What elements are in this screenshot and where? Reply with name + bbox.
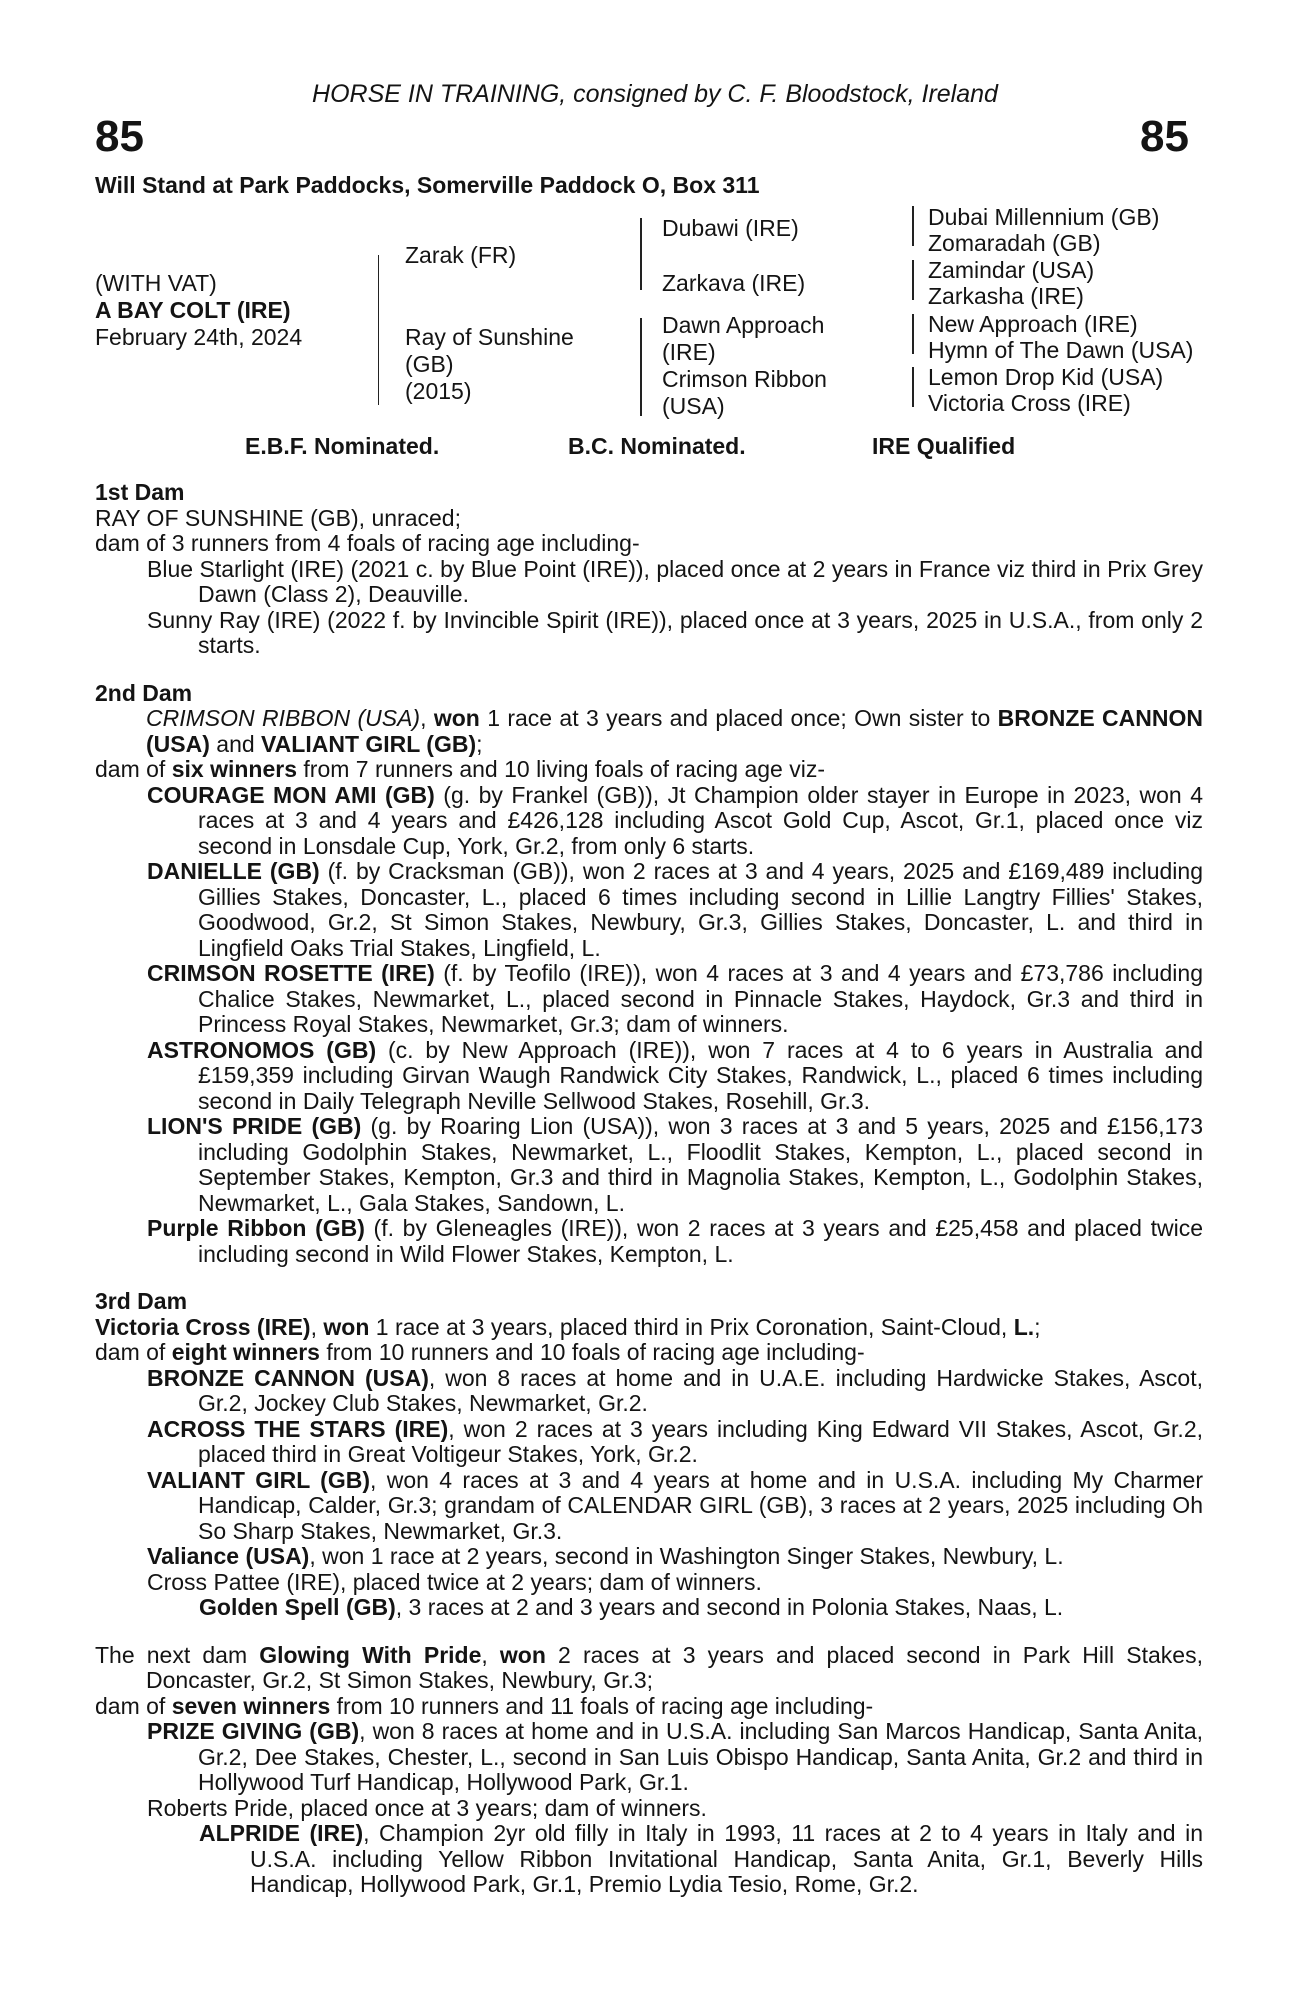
lot-number-left: 85 — [95, 112, 144, 161]
dam4-dam-of: dam of seven winners from 10 runners and 11 foals of racing age including- — [95, 1692, 874, 1719]
gen3-brace-3 — [912, 314, 914, 354]
dam1-line1: RAY OF SUNSHINE (GB), unraced; — [95, 504, 461, 531]
dam2-intro: CRIMSON RIBBON (USA), won 1 race at 3 years and placed once; Own sister to BRONZE CANNON (USA) and VALIANT GIRL (GB); — [146, 705, 1203, 757]
pedigree-sdd: Zarkasha (IRE) — [928, 283, 1084, 309]
vat-note: (WITH VAT) — [95, 270, 217, 296]
dam3-progeny-1: BRONZE CANNON (USA), won 8 races at home and in U.A.E. including Hardwicke Stakes, Ascot, Gr.2, Jockey Club Stakes, Newmarket, Gr.2. — [147, 1364, 1203, 1416]
pedigree-ddd: Victoria Cross (IRE) — [928, 390, 1131, 416]
dam2-progeny-2: DANIELLE (GB) (f. by Cracksman (GB)), won 2 races at 3 and 4 years, 2025 and £169,489 including Gillies Stakes, Doncaster, L., placed 6 times including second in Lillie Langtry Fillies' Stakes, Goodwood, Gr.2, St Simon Stakes, Newbury, Gr.3, Gillies Stakes, Doncaster, L. and third in Lingfield Oaks Trial Stakes, Lingfield, L. — [147, 858, 1203, 961]
pedigree-sire-sire: Dubawi (IRE) — [662, 215, 799, 241]
family-details — [95, 480, 1203, 1898]
dam1-heading: 1st Dam — [95, 479, 185, 505]
dam3-progeny-4: Valiance (USA), won 1 race at 2 years, second in Washington Singer Stakes, Newbury, L. — [147, 1543, 1064, 1569]
ire-qualified: IRE Qualified — [872, 433, 1016, 459]
sire-brace — [640, 218, 642, 290]
dam2-progeny-6: Purple Ribbon (GB) (f. by Gleneagles (IRE)), won 2 races at 3 years and £25,458 and placed twice including second in Wild Flower Stakes, Kempton, L. — [147, 1215, 1203, 1267]
pedigree-sss: Dubai Millennium (GB) — [928, 204, 1160, 230]
pedigree-dam-dam-l1: Crimson Ribbon — [662, 366, 827, 392]
pedigree-ssd: Zomaradah (GB) — [928, 230, 1101, 256]
pedigree-sds: Zamindar (USA) — [928, 257, 1095, 283]
pedigree-dam-line3: (2015) — [405, 378, 472, 404]
gen3-brace-1 — [912, 206, 914, 246]
pedigree-dam-sire-l2: (IRE) — [662, 339, 716, 365]
dam3-intro: Victoria Cross (IRE), won 1 race at 3 years, placed third in Prix Coronation, Saint-Cloud, L.; — [95, 1313, 1041, 1340]
dam2-progeny-4: ASTRONOMOS (GB) (c. by New Approach (IRE)), won 7 races at 4 to 6 years in Australia and £159,359 including Girvan Waugh Randwick City Stakes, Randwick, L., placed 6 times including second in Daily Telegraph Neville Sellwood Stakes, Rosehill, Gr.3. — [147, 1036, 1203, 1114]
dam3-dam-of: dam of eight winners from 10 runners and 10 foals of racing age including- — [95, 1339, 865, 1365]
pedigree-dsd: Hymn of The Dawn (USA) — [928, 337, 1194, 363]
dam2-progeny-5: LION'S PRIDE (GB) (g. by Roaring Lion (USA)), won 3 races at 3 and 5 years, 2025 and £156,173 including Godolphin Stakes, Newmarket, L., Floodlit Stakes, Kempton, L., placed second in September Stakes, Kempton, Gr.3 and third in Magnolia Stakes, Kempton, L., Godolphin Stakes, Newmarket, L., Gala Stakes, Sandown, L. — [147, 1113, 1203, 1216]
dam3-progeny-2: ACROSS THE STARS (IRE), won 2 races at 3 years including King Edward VII Stakes, Ascot, Gr.2, placed third in Great Voltigeur Stakes, York, Gr.2. — [147, 1415, 1204, 1467]
dam1-line2: dam of 3 runners from 4 foals of racing age including- — [95, 530, 640, 556]
stand-location: Will Stand at Park Paddocks, Somerville Paddock O, Box 311 — [95, 172, 760, 198]
pedigree-dam-dam-l2: (USA) — [662, 393, 725, 419]
horse-dob: February 24th, 2024 — [95, 324, 303, 350]
pedigree-sire-dam: Zarkava (IRE) — [662, 270, 806, 296]
bc-nomination: B.C. Nominated. — [568, 433, 746, 459]
pedigree-dam-sire-l1: Dawn Approach — [662, 312, 825, 338]
dam3-progeny-5: Cross Pattee (IRE), placed twice at 2 years; dam of winners. — [147, 1568, 762, 1595]
page-header: HORSE IN TRAINING, consigned by C. F. Bloodstock, Ireland — [312, 80, 998, 108]
horse-name: A BAY COLT (IRE) — [95, 297, 291, 323]
dam3-heading: 3rd Dam — [95, 1288, 188, 1314]
dam2-progeny-1: COURAGE MON AMI (GB) (g. by Frankel (GB)), Jt Champion older stayer in Europe in 2023, won 4 races at 3 and 4 years and £426,128 including Ascot Gold Cup, Ascot, Gr.1, placed once viz second in Lonsdale Cup, York, Gr.2, from only 6 starts. — [147, 781, 1203, 859]
dam4-intro: The next dam Glowing With Pride, won 2 races at 3 years and placed second in Park Hill Stakes, Doncaster, Gr.2, St Simon Stakes, Newbury, Gr.3; — [95, 1641, 1203, 1693]
dam3-progeny-3: VALIANT GIRL (GB), won 4 races at 3 and 4 years at home and in U.S.A. including My Charmer Handicap, Calder, Gr.3; grandam of CALENDAR GIRL (GB), 3 races at 2 years, 2025 including Oh So Sharp Stakes, Newmarket, Gr.3. — [147, 1466, 1203, 1544]
dam1-entry-2: Sunny Ray (IRE) (2022 f. by Invincible Spirit (IRE)), placed once at 3 years, 2025 in U.S.A., from only 2 starts. — [147, 606, 1203, 658]
pedigree-sire: Zarak (FR) — [405, 242, 517, 268]
dam4-progeny-2: Roberts Pride, placed once at 3 years; dam of winners. — [147, 1794, 707, 1821]
gen3-brace-4 — [912, 367, 914, 407]
dam1-entry-1: Blue Starlight (IRE) (2021 c. by Blue Point (IRE)), placed once at 2 years in France viz third in Prix Grey Dawn (Class 2), Deauville. — [147, 555, 1203, 607]
dam2-dam-of: dam of six winners from 7 runners and 10 living foals of racing age viz- — [95, 756, 825, 782]
dam-brace — [640, 318, 642, 416]
dam2-heading: 2nd Dam — [95, 679, 193, 706]
dam2-progeny-3: CRIMSON ROSETTE (IRE) (f. by Teofilo (IRE)), won 4 races at 3 and 4 years and £73,786 including Chalice Stakes, Newmarket, L., placed second in Pinnacle Stakes, Haydock, Gr.3 and third in Princess Royal Stakes, Newmarket, Gr.3; dam of winners. — [147, 960, 1203, 1037]
pedigree-brace — [378, 255, 379, 405]
pedigree-dam-line1: Ray of Sunshine — [405, 324, 574, 350]
dam3-progeny-6: Golden Spell (GB), 3 races at 2 and 3 years and second in Polonia Stakes, Naas, L. — [199, 1594, 1064, 1620]
pedigree-dss: New Approach (IRE) — [928, 311, 1138, 337]
dam4-progeny-1: PRIZE GIVING (GB), won 8 races at home and in U.S.A. including San Marcos Handicap, Santa Anita, Gr.2, Dee Stakes, Chester, L., second in San Luis Obispo Handicap, Santa Anita, Gr.2 and third in Hollywood Turf Handicap, Hollywood Park, Gr.1. — [147, 1718, 1203, 1795]
pedigree-dam-line2: (GB) — [405, 351, 454, 377]
lot-number-right: 85 — [1140, 112, 1189, 161]
ebf-nomination: E.B.F. Nominated. — [245, 433, 440, 459]
dam4-progeny-3: ALPRIDE (IRE), Champion 2yr old filly in Italy in 1993, 11 races at 2 to 4 years in Italy and in U.S.A. including Yellow Ribbon Invitational Handicap, Santa Anita, Gr.1, Beverly Hills Handicap, Hollywood Park, Gr.1, Premio Lydia Tesio, Rome, Gr.2. — [199, 1820, 1204, 1897]
gen3-brace-2 — [912, 260, 914, 300]
pedigree-dds: Lemon Drop Kid (USA) — [928, 364, 1164, 390]
